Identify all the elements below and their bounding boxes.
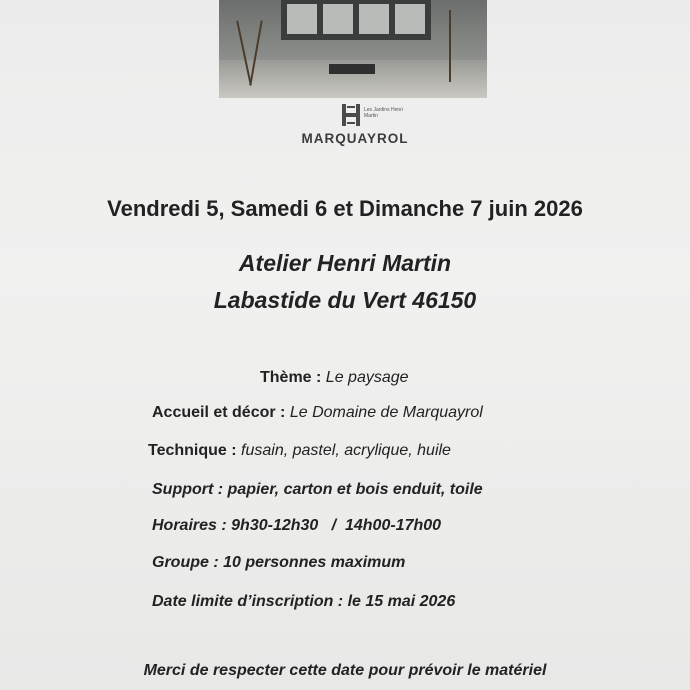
technique-value: fusain, pastel, acrylique, huile xyxy=(241,442,451,459)
accueil-label: Accueil et décor : xyxy=(152,404,286,421)
venue-name: Atelier Henri Martin xyxy=(238,250,452,276)
window-pane xyxy=(359,4,389,34)
venue-location: Labastide du Vert 46150 xyxy=(213,287,477,313)
horaires-row: Horaires : 9h30-12h30 / 14h00-17h00 xyxy=(152,517,442,534)
accueil-row xyxy=(152,404,483,422)
atelier-photo xyxy=(219,0,487,98)
logo-mark-icon xyxy=(342,104,360,126)
window-pane xyxy=(395,4,425,34)
theme-value: Le paysage xyxy=(325,369,409,386)
footer-note: Merci de respecter cette date pour prévoir le matériel xyxy=(143,662,547,679)
logo-name: MARQUAYROL xyxy=(301,131,409,146)
date-limite-row: Date limite d’inscription : le 15 mai 2026 xyxy=(152,593,456,610)
accueil-value: Le Domaine de Marquayrol xyxy=(289,404,483,421)
theme-label: Thème : xyxy=(260,369,322,386)
theme-row xyxy=(260,369,409,387)
marquayrol-logo xyxy=(290,100,420,146)
window-pane xyxy=(323,4,353,34)
easel xyxy=(449,10,451,82)
support-row: Support : papier, carton et bois enduit, toile xyxy=(152,481,483,498)
event-dates: Vendredi 5, Samedi 6 et Dimanche 7 juin 2026 xyxy=(107,196,583,221)
groupe-row: Groupe : 10 personnes maximum xyxy=(152,554,406,571)
technique-row xyxy=(148,442,451,460)
window-pane xyxy=(287,4,317,34)
logo-small-text: Les Jardins Henri Martin xyxy=(364,107,403,119)
work-table xyxy=(329,64,375,74)
technique-label: Technique : xyxy=(148,442,237,459)
